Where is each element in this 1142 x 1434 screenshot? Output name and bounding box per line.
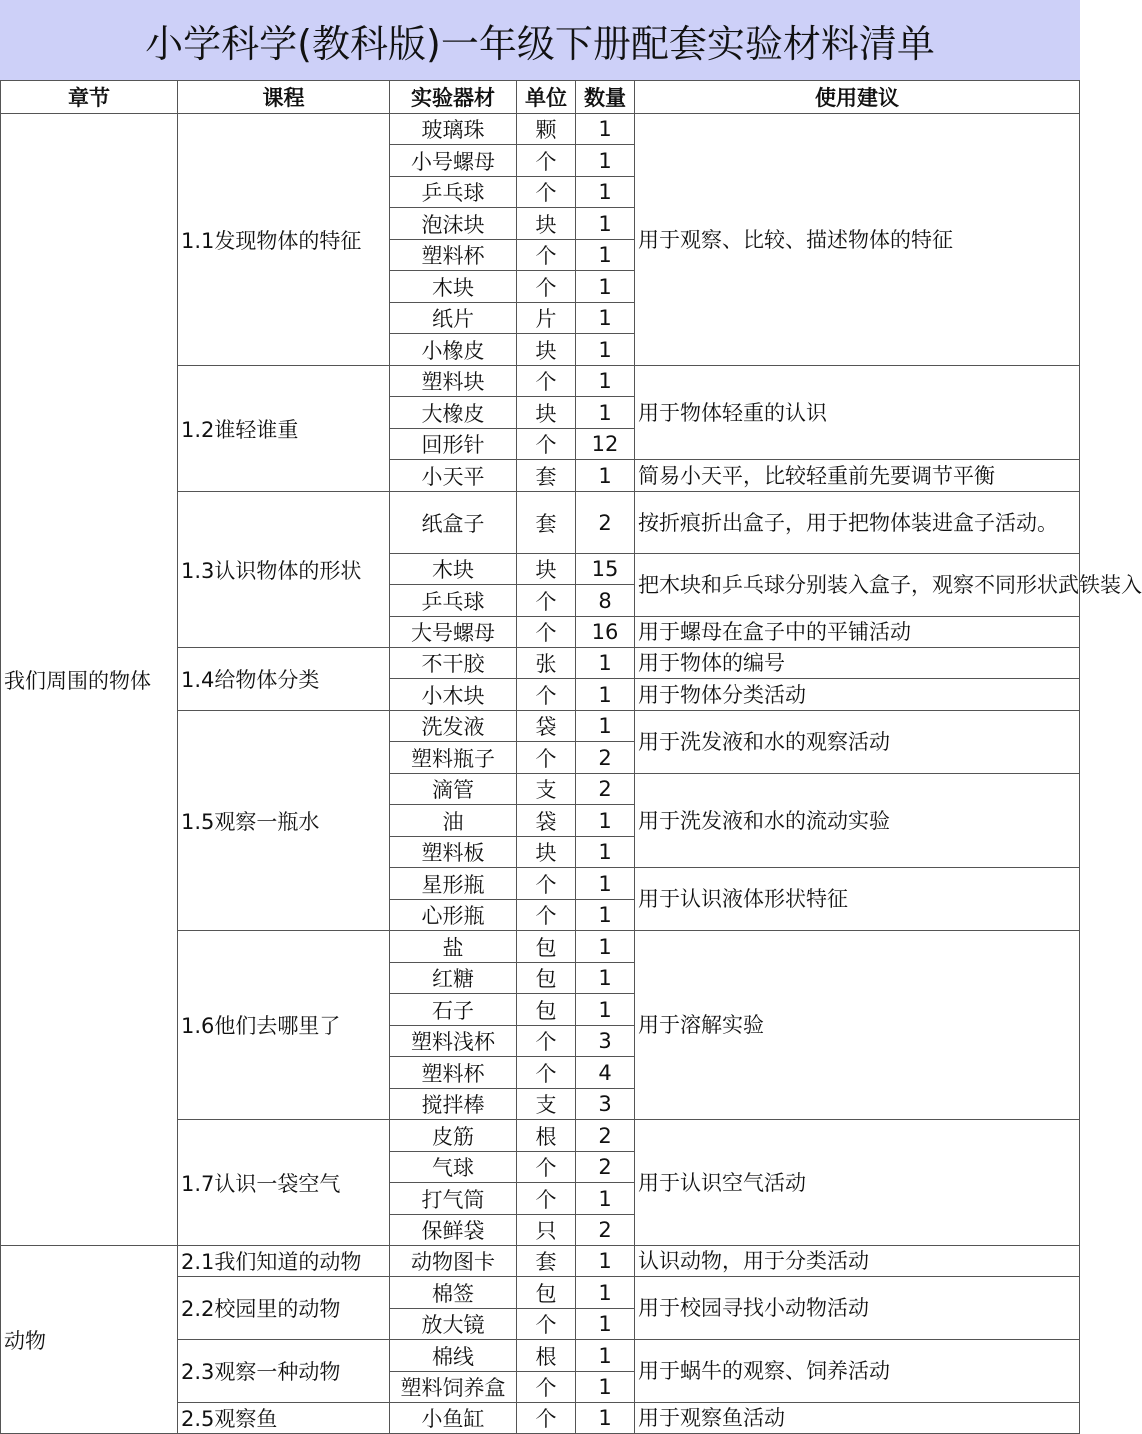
- material-cell: 石子: [390, 994, 517, 1026]
- quantity-cell: 1: [576, 994, 635, 1026]
- unit-cell: 个: [517, 240, 576, 271]
- quantity-cell: 1: [576, 1309, 635, 1340]
- unit-cell: 包: [517, 1277, 576, 1309]
- quantity-cell: 1: [576, 805, 635, 837]
- suggestion-cell: 把木块和乒乓球分别装入盒子，观察不同形状武铁装入: [635, 554, 1080, 617]
- material-cell: 大号螺母: [390, 617, 517, 648]
- quantity-cell: 1: [576, 1403, 635, 1434]
- suggestion-cell: 用于认识空气活动: [635, 1120, 1080, 1246]
- unit-cell: 个: [517, 177, 576, 208]
- quantity-cell: 1: [576, 114, 635, 145]
- unit-cell: 套: [517, 460, 576, 492]
- quantity-cell: 2: [576, 492, 635, 554]
- lesson-cell: 2.5观察鱼: [178, 1403, 390, 1434]
- material-cell: 玻璃珠: [390, 114, 517, 145]
- material-cell: 纸片: [390, 303, 517, 334]
- material-cell: 塑料瓶子: [390, 742, 517, 774]
- material-cell: 洗发液: [390, 711, 517, 742]
- quantity-cell: 1: [576, 397, 635, 429]
- suggestion-cell: 用于物体分类活动: [635, 679, 1080, 711]
- unit-cell: 个: [517, 271, 576, 303]
- unit-cell: 张: [517, 648, 576, 679]
- lesson-cell: 1.2谁轻谁重: [178, 366, 390, 492]
- lesson-cell: 1.4给物体分类: [178, 648, 390, 711]
- material-cell: 滴管: [390, 774, 517, 805]
- material-cell: 大橡皮: [390, 397, 517, 429]
- quantity-cell: 1: [576, 1372, 635, 1403]
- unit-cell: 块: [517, 208, 576, 240]
- quantity-cell: 2: [576, 1120, 635, 1152]
- quantity-cell: 1: [576, 334, 635, 366]
- materials-table: [0, 80, 1142, 1434]
- unit-cell: 套: [517, 492, 576, 554]
- quantity-cell: 1: [576, 963, 635, 994]
- unit-cell: 个: [517, 868, 576, 900]
- unit-cell: 个: [517, 1183, 576, 1215]
- material-cell: 乒乓球: [390, 585, 517, 617]
- material-cell: 塑料饲养盒: [390, 1372, 517, 1403]
- quantity-cell: 2: [576, 1215, 635, 1246]
- unit-cell: 个: [517, 585, 576, 617]
- lesson-cell: 1.5观察一瓶水: [178, 711, 390, 931]
- suggestion-cell: 用于溶解实验: [635, 931, 1080, 1120]
- quantity-cell: 1: [576, 366, 635, 397]
- unit-cell: 袋: [517, 711, 576, 742]
- quantity-cell: 4: [576, 1057, 635, 1089]
- suggestion-cell: 用于观察鱼活动: [635, 1403, 1080, 1434]
- unit-cell: 个: [517, 1372, 576, 1403]
- suggestion-cell: 用于观察、比较、描述物体的特征: [635, 114, 1080, 366]
- quantity-cell: 15: [576, 554, 635, 585]
- unit-cell: 个: [517, 617, 576, 648]
- quantity-cell: 1: [576, 648, 635, 679]
- unit-cell: 个: [517, 679, 576, 711]
- quantity-cell: 1: [576, 679, 635, 711]
- header-suggestion: 使用建议: [635, 81, 1080, 114]
- material-cell: 小木块: [390, 679, 517, 711]
- suggestion-cell: 认识动物，用于分类活动: [635, 1246, 1080, 1277]
- quantity-cell: 1: [576, 868, 635, 900]
- lesson-cell: 1.7认识一袋空气: [178, 1120, 390, 1246]
- unit-cell: 个: [517, 429, 576, 460]
- material-cell: 放大镜: [390, 1309, 517, 1340]
- suggestion-cell: 用于蜗牛的观察、饲养活动: [635, 1340, 1080, 1403]
- quantity-cell: 16: [576, 617, 635, 648]
- unit-cell: 个: [517, 1152, 576, 1183]
- material-cell: 棉签: [390, 1277, 517, 1309]
- unit-cell: 根: [517, 1340, 576, 1372]
- quantity-cell: 1: [576, 1246, 635, 1277]
- material-cell: 气球: [390, 1152, 517, 1183]
- lesson-cell: 2.3观察一种动物: [178, 1340, 390, 1403]
- material-cell: 回形针: [390, 429, 517, 460]
- material-cell: 塑料板: [390, 837, 517, 868]
- material-cell: 不干胶: [390, 648, 517, 679]
- material-cell: 动物图卡: [390, 1246, 517, 1277]
- unit-cell: 个: [517, 742, 576, 774]
- quantity-cell: 1: [576, 1183, 635, 1215]
- quantity-cell: 8: [576, 585, 635, 617]
- quantity-cell: 1: [576, 900, 635, 931]
- suggestion-cell: 用于物体轻重的认识: [635, 366, 1080, 460]
- lesson-cell: 1.3认识物体的形状: [178, 492, 390, 648]
- unit-cell: 支: [517, 774, 576, 805]
- material-cell: 小鱼缸: [390, 1403, 517, 1434]
- unit-cell: 个: [517, 1057, 576, 1089]
- lesson-cell: 1.1发现物体的特征: [178, 114, 390, 366]
- material-cell: 木块: [390, 271, 517, 303]
- unit-cell: 个: [517, 145, 576, 177]
- suggestion-cell: 简易小天平，比较轻重前先要调节平衡: [635, 460, 1080, 492]
- quantity-cell: 1: [576, 1277, 635, 1309]
- quantity-cell: 1: [576, 931, 635, 963]
- unit-cell: 袋: [517, 805, 576, 837]
- material-cell: 塑料块: [390, 366, 517, 397]
- material-cell: 星形瓶: [390, 868, 517, 900]
- unit-cell: 个: [517, 366, 576, 397]
- lesson-cell: 1.6他们去哪里了: [178, 931, 390, 1120]
- material-cell: 塑料杯: [390, 240, 517, 271]
- unit-cell: 包: [517, 963, 576, 994]
- quantity-cell: 1: [576, 271, 635, 303]
- chapter-cell: 我们周围的物体: [1, 114, 178, 1246]
- page-title: 小学科学(教科版)一年级下册配套实验材料清单: [0, 0, 1080, 81]
- material-cell: 塑料杯: [390, 1057, 517, 1089]
- quantity-cell: 1: [576, 177, 635, 208]
- unit-cell: 包: [517, 931, 576, 963]
- table-row: [1, 114, 1080, 145]
- unit-cell: 个: [517, 900, 576, 931]
- material-cell: 木块: [390, 554, 517, 585]
- quantity-cell: 1: [576, 837, 635, 868]
- header-chapter: 章节: [1, 81, 178, 114]
- material-cell: 红糖: [390, 963, 517, 994]
- material-cell: 油: [390, 805, 517, 837]
- unit-cell: 套: [517, 1246, 576, 1277]
- quantity-cell: 3: [576, 1089, 635, 1120]
- header-row: [1, 81, 1080, 114]
- suggestion-cell: 用于螺母在盒子中的平铺活动: [635, 617, 1080, 648]
- material-cell: 打气筒: [390, 1183, 517, 1215]
- unit-cell: 块: [517, 837, 576, 868]
- unit-cell: 块: [517, 334, 576, 366]
- quantity-cell: 1: [576, 1340, 635, 1372]
- quantity-cell: 1: [576, 208, 635, 240]
- material-cell: 小号螺母: [390, 145, 517, 177]
- unit-cell: 支: [517, 1089, 576, 1120]
- material-cell: 搅拌棒: [390, 1089, 517, 1120]
- suggestion-cell: 用于洗发液和水的观察活动: [635, 711, 1080, 774]
- quantity-cell: 3: [576, 1026, 635, 1057]
- material-cell: 纸盒子: [390, 492, 517, 554]
- unit-cell: 块: [517, 554, 576, 585]
- material-cell: 小天平: [390, 460, 517, 492]
- material-cell: 棉线: [390, 1340, 517, 1372]
- unit-cell: 片: [517, 303, 576, 334]
- lesson-cell: 2.2校园里的动物: [178, 1277, 390, 1340]
- unit-cell: 只: [517, 1215, 576, 1246]
- unit-cell: 个: [517, 1309, 576, 1340]
- quantity-cell: 2: [576, 742, 635, 774]
- table-row: [1, 1246, 1080, 1277]
- suggestion-cell: 按折痕折出盒子，用于把物体装进盒子活动。: [635, 492, 1080, 554]
- material-cell: 皮筋: [390, 1120, 517, 1152]
- unit-cell: 颗: [517, 114, 576, 145]
- material-cell: 乒乓球: [390, 177, 517, 208]
- unit-cell: 块: [517, 397, 576, 429]
- suggestion-cell: 用于认识液体形状特征: [635, 868, 1080, 931]
- lesson-cell: 2.1我们知道的动物: [178, 1246, 390, 1277]
- quantity-cell: 2: [576, 774, 635, 805]
- suggestion-cell: 用于物体的编号: [635, 648, 1080, 679]
- unit-cell: 包: [517, 994, 576, 1026]
- quantity-cell: 2: [576, 1152, 635, 1183]
- material-cell: 盐: [390, 931, 517, 963]
- unit-cell: 根: [517, 1120, 576, 1152]
- chapter-cell: 动物: [1, 1246, 178, 1434]
- quantity-cell: 1: [576, 240, 635, 271]
- quantity-cell: 12: [576, 429, 635, 460]
- quantity-cell: 1: [576, 145, 635, 177]
- material-cell: 保鲜袋: [390, 1215, 517, 1246]
- suggestion-cell: 用于校园寻找小动物活动: [635, 1277, 1080, 1340]
- material-cell: 心形瓶: [390, 900, 517, 931]
- header-unit: 单位: [517, 81, 576, 114]
- material-cell: 小橡皮: [390, 334, 517, 366]
- quantity-cell: 1: [576, 303, 635, 334]
- quantity-cell: 1: [576, 711, 635, 742]
- material-cell: 塑料浅杯: [390, 1026, 517, 1057]
- unit-cell: 个: [517, 1026, 576, 1057]
- unit-cell: 个: [517, 1403, 576, 1434]
- material-cell: 泡沫块: [390, 208, 517, 240]
- header-lesson: 课程: [178, 81, 390, 114]
- header-material: 实验器材: [390, 81, 517, 114]
- suggestion-cell: 用于洗发液和水的流动实验: [635, 774, 1080, 868]
- quantity-cell: 1: [576, 460, 635, 492]
- header-quantity: 数量: [576, 81, 635, 114]
